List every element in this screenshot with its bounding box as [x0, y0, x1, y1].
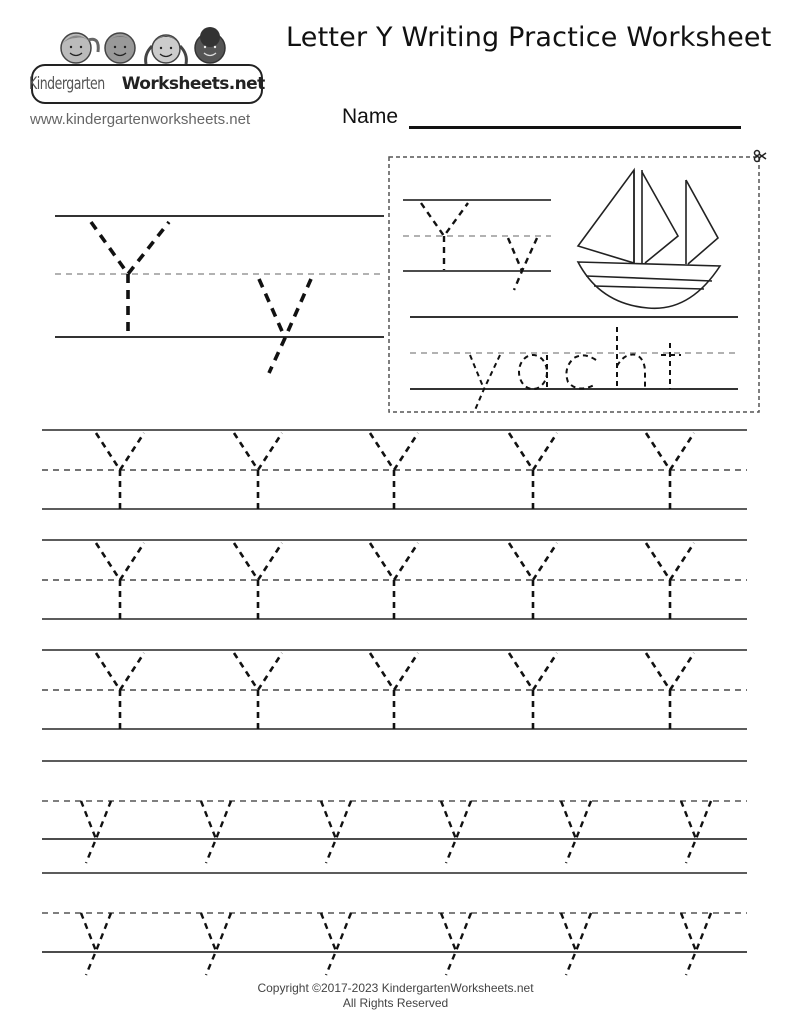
lowercase-practice: [42, 761, 747, 975]
rights-text: All Rights Reserved: [342, 996, 449, 1010]
copyright-footer: [0, 981, 791, 1011]
example-lowercase-y: [259, 279, 311, 373]
traced-word-yacht: [470, 327, 681, 410]
logo-brand-left: Kindergarten: [29, 74, 106, 94]
cutout-card: [389, 157, 759, 412]
copyright-text: Copyright ©2017-2023 KindergartenWorksheets.net: [257, 981, 534, 995]
example-uppercase-y: [91, 222, 169, 336]
site-url-link[interactable]: www.kindergartenworksheets.net: [30, 111, 251, 128]
logo-brand-right: Worksheets.net: [121, 74, 265, 94]
example-guides: [55, 216, 384, 337]
name-label: Name: [342, 105, 399, 128]
sailboat-picture: [578, 170, 720, 308]
uppercase-practice: [42, 430, 747, 729]
page-title: Letter Y Writing Practice Worksheet: [286, 22, 772, 53]
scissors-icon: [753, 149, 767, 163]
